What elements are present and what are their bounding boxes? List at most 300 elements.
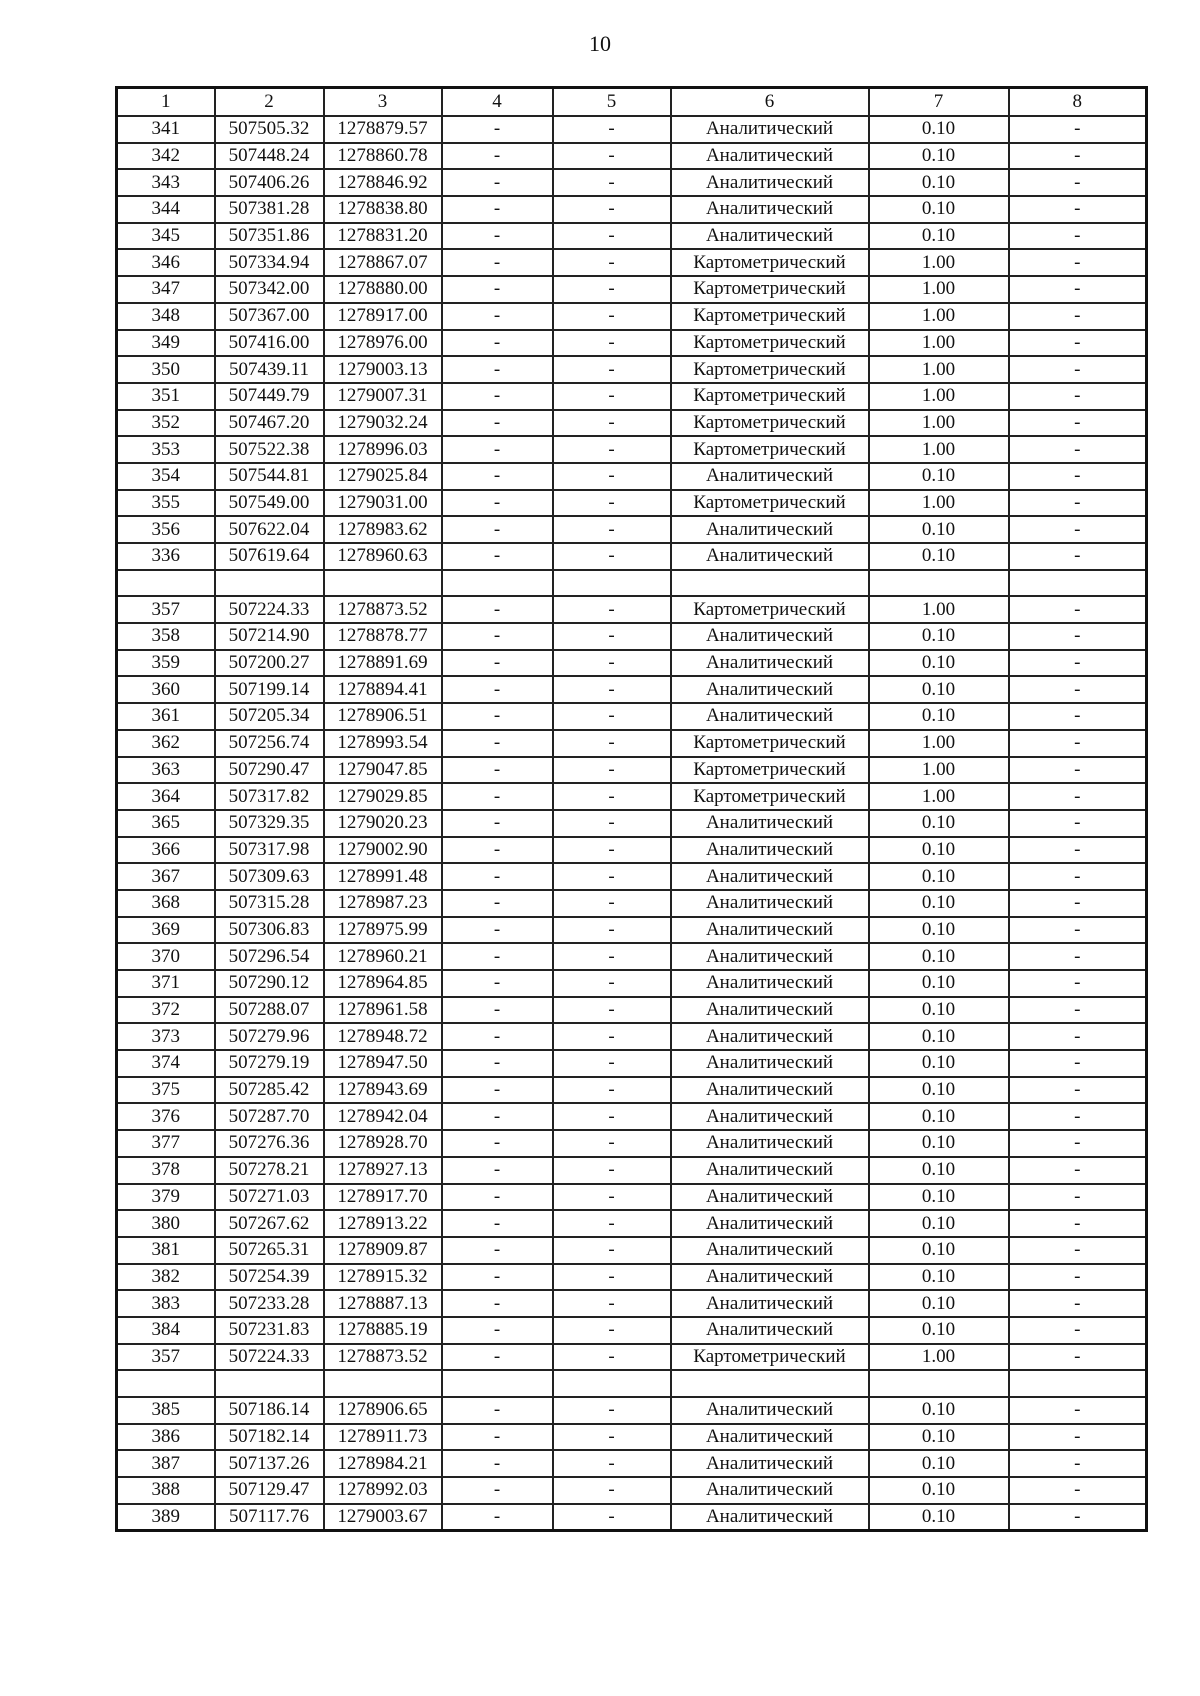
col4-cell: - <box>442 623 553 650</box>
table-row <box>117 970 1147 997</box>
x-coordinate-cell: 507549.00 <box>215 490 324 517</box>
x-coordinate-cell: 507467.20 <box>215 410 324 437</box>
method-cell: Аналитический <box>671 623 869 650</box>
point-number-cell: 344 <box>117 196 215 223</box>
col5-cell: - <box>553 1504 671 1531</box>
point-number-cell: 363 <box>117 757 215 784</box>
point-number-cell: 360 <box>117 676 215 703</box>
accuracy-cell: 1.00 <box>869 757 1009 784</box>
table-row <box>117 730 1147 757</box>
method-cell: Аналитический <box>671 1050 869 1077</box>
accuracy-cell: 0.10 <box>869 1023 1009 1050</box>
x-coordinate-cell: 507351.86 <box>215 223 324 250</box>
col8-cell: - <box>1009 116 1147 143</box>
point-number-cell <box>117 570 215 597</box>
y-coordinate-cell <box>324 570 442 597</box>
table-row <box>117 810 1147 837</box>
table-row <box>117 410 1147 437</box>
y-coordinate-cell: 1278943.69 <box>324 1077 442 1104</box>
method-cell: Аналитический <box>671 1184 869 1211</box>
method-cell: Картометрический <box>671 330 869 357</box>
col5-cell: - <box>553 276 671 303</box>
col4-cell: - <box>442 410 553 437</box>
method-cell: Аналитический <box>671 1477 869 1504</box>
point-number-cell: 373 <box>117 1023 215 1050</box>
x-coordinate-cell: 507186.14 <box>215 1397 324 1424</box>
point-number-cell: 379 <box>117 1184 215 1211</box>
method-cell: Аналитический <box>671 1504 869 1531</box>
col4-cell: - <box>442 116 553 143</box>
col4-cell: - <box>442 330 553 357</box>
accuracy-cell: 0.10 <box>869 1103 1009 1130</box>
accuracy-cell: 0.10 <box>869 1264 1009 1291</box>
point-number-cell: 361 <box>117 703 215 730</box>
col5-cell: - <box>553 1317 671 1344</box>
table-row <box>117 276 1147 303</box>
col5-cell: - <box>553 890 671 917</box>
y-coordinate-cell: 1278880.00 <box>324 276 442 303</box>
col4-cell: - <box>442 1397 553 1424</box>
col5-cell: - <box>553 863 671 890</box>
col5-cell: - <box>553 1023 671 1050</box>
col5-cell: - <box>553 783 671 810</box>
point-number-cell: 362 <box>117 730 215 757</box>
accuracy-cell: 0.10 <box>869 169 1009 196</box>
col4-cell: - <box>442 1264 553 1291</box>
method-cell: Картометрический <box>671 757 869 784</box>
accuracy-cell: 0.10 <box>869 1157 1009 1184</box>
method-cell: Аналитический <box>671 1424 869 1451</box>
method-cell: Картометрический <box>671 276 869 303</box>
y-coordinate-cell: 1278873.52 <box>324 1344 442 1371</box>
col5-cell: - <box>553 703 671 730</box>
table-row <box>117 490 1147 517</box>
col4-cell: - <box>442 1103 553 1130</box>
x-coordinate-cell: 507137.26 <box>215 1450 324 1477</box>
y-coordinate-cell: 1279025.84 <box>324 463 442 490</box>
method-cell <box>671 1370 869 1397</box>
y-coordinate-cell: 1278885.19 <box>324 1317 442 1344</box>
col5-cell: - <box>553 303 671 330</box>
col5-cell: - <box>553 757 671 784</box>
y-coordinate-cell: 1278961.58 <box>324 997 442 1024</box>
point-number-cell: 359 <box>117 650 215 677</box>
table-row <box>117 223 1147 250</box>
point-number-cell: 367 <box>117 863 215 890</box>
col5-cell: - <box>553 1050 671 1077</box>
col8-cell: - <box>1009 330 1147 357</box>
x-coordinate-cell: 507290.47 <box>215 757 324 784</box>
accuracy-cell: 0.10 <box>869 143 1009 170</box>
col8-cell: - <box>1009 1504 1147 1531</box>
x-coordinate-cell: 507267.62 <box>215 1210 324 1237</box>
point-number-cell: 341 <box>117 116 215 143</box>
x-coordinate-cell: 507522.38 <box>215 436 324 463</box>
accuracy-cell: 0.10 <box>869 676 1009 703</box>
point-number-cell: 388 <box>117 1477 215 1504</box>
col8-cell: - <box>1009 997 1147 1024</box>
x-coordinate-cell: 507279.96 <box>215 1023 324 1050</box>
accuracy-cell: 1.00 <box>869 783 1009 810</box>
col8-cell: - <box>1009 917 1147 944</box>
col8-cell: - <box>1009 596 1147 623</box>
col4-cell: - <box>442 1450 553 1477</box>
col4-cell <box>442 1370 553 1397</box>
point-number-cell: 385 <box>117 1397 215 1424</box>
col8-cell: - <box>1009 1157 1147 1184</box>
x-coordinate-cell: 507439.11 <box>215 356 324 383</box>
table-row <box>117 330 1147 357</box>
table-row <box>117 623 1147 650</box>
table-row <box>117 169 1147 196</box>
col5-cell: - <box>553 1477 671 1504</box>
table-row <box>117 1450 1147 1477</box>
x-coordinate-cell: 507224.33 <box>215 1344 324 1371</box>
y-coordinate-cell: 1278960.21 <box>324 943 442 970</box>
col5-cell: - <box>553 1450 671 1477</box>
col8-cell: - <box>1009 1023 1147 1050</box>
y-coordinate-cell: 1278948.72 <box>324 1023 442 1050</box>
method-cell: Аналитический <box>671 543 869 570</box>
col5-cell: - <box>553 837 671 864</box>
method-cell: Аналитический <box>671 650 869 677</box>
accuracy-cell: 0.10 <box>869 943 1009 970</box>
table-row <box>117 757 1147 784</box>
accuracy-cell: 0.10 <box>869 1477 1009 1504</box>
y-coordinate-cell: 1278915.32 <box>324 1264 442 1291</box>
accuracy-cell: 1.00 <box>869 596 1009 623</box>
method-cell: Аналитический <box>671 943 869 970</box>
col5-cell: - <box>553 1210 671 1237</box>
accuracy-cell: 0.10 <box>869 1237 1009 1264</box>
col5-cell: - <box>553 516 671 543</box>
col4-cell: - <box>442 1237 553 1264</box>
col8-cell: - <box>1009 436 1147 463</box>
y-coordinate-cell: 1278984.21 <box>324 1450 442 1477</box>
accuracy-cell: 0.10 <box>869 543 1009 570</box>
method-cell: Аналитический <box>671 1237 869 1264</box>
col4-cell: - <box>442 223 553 250</box>
table-row <box>117 1157 1147 1184</box>
col5-cell: - <box>553 1397 671 1424</box>
y-coordinate-cell: 1278879.57 <box>324 116 442 143</box>
x-coordinate-cell: 507296.54 <box>215 943 324 970</box>
method-cell: Аналитический <box>671 463 869 490</box>
method-cell: Аналитический <box>671 1450 869 1477</box>
col8-cell: - <box>1009 1397 1147 1424</box>
col4-cell: - <box>442 596 553 623</box>
y-coordinate-cell: 1279003.67 <box>324 1504 442 1531</box>
y-coordinate-cell <box>324 1370 442 1397</box>
table-row <box>117 703 1147 730</box>
col4-cell: - <box>442 943 553 970</box>
x-coordinate-cell: 507288.07 <box>215 997 324 1024</box>
col4-cell: - <box>442 783 553 810</box>
col5-cell: - <box>553 543 671 570</box>
point-number-cell: 350 <box>117 356 215 383</box>
header-row <box>117 88 1147 117</box>
method-cell: Аналитический <box>671 169 869 196</box>
table-row <box>117 1210 1147 1237</box>
x-coordinate-cell: 507317.98 <box>215 837 324 864</box>
x-coordinate-cell: 507416.00 <box>215 330 324 357</box>
col4-cell: - <box>442 490 553 517</box>
accuracy-cell: 0.10 <box>869 703 1009 730</box>
table-row <box>117 1077 1147 1104</box>
accuracy-cell: 0.10 <box>869 810 1009 837</box>
point-number-cell: 345 <box>117 223 215 250</box>
col4-cell: - <box>442 730 553 757</box>
y-coordinate-cell: 1278913.22 <box>324 1210 442 1237</box>
table-row <box>117 543 1147 570</box>
point-number-cell: 383 <box>117 1290 215 1317</box>
col5-cell: - <box>553 1290 671 1317</box>
col4-cell: - <box>442 1050 553 1077</box>
point-number-cell: 355 <box>117 490 215 517</box>
accuracy-cell: 0.10 <box>869 837 1009 864</box>
col4-cell <box>442 570 553 597</box>
col8-cell: - <box>1009 143 1147 170</box>
method-cell: Аналитический <box>671 1317 869 1344</box>
col5-cell: - <box>553 169 671 196</box>
x-coordinate-cell: 507129.47 <box>215 1477 324 1504</box>
y-coordinate-cell: 1279020.23 <box>324 810 442 837</box>
table-row <box>117 596 1147 623</box>
x-coordinate-cell: 507381.28 <box>215 196 324 223</box>
col5-cell: - <box>553 436 671 463</box>
col5-cell: - <box>553 330 671 357</box>
method-cell: Аналитический <box>671 116 869 143</box>
point-number-cell: 349 <box>117 330 215 357</box>
point-number-cell: 382 <box>117 1264 215 1291</box>
col4-cell: - <box>442 436 553 463</box>
method-cell: Аналитический <box>671 196 869 223</box>
point-number-cell: 375 <box>117 1077 215 1104</box>
point-number-cell: 352 <box>117 410 215 437</box>
table-row <box>117 890 1147 917</box>
x-coordinate-cell <box>215 1370 324 1397</box>
accuracy-cell: 0.10 <box>869 1077 1009 1104</box>
column-header: 6 <box>671 88 869 117</box>
accuracy-cell: 1.00 <box>869 490 1009 517</box>
method-cell: Аналитический <box>671 1264 869 1291</box>
col8-cell: - <box>1009 383 1147 410</box>
y-coordinate-cell: 1278867.07 <box>324 249 442 276</box>
coordinates-table <box>115 86 1148 1532</box>
point-number-cell: 364 <box>117 783 215 810</box>
method-cell: Аналитический <box>671 1157 869 1184</box>
col8-cell <box>1009 570 1147 597</box>
method-cell: Аналитический <box>671 143 869 170</box>
col8-cell: - <box>1009 1130 1147 1157</box>
col5-cell <box>553 1370 671 1397</box>
method-cell: Аналитический <box>671 1210 869 1237</box>
x-coordinate-cell: 507254.39 <box>215 1264 324 1291</box>
table-row <box>117 249 1147 276</box>
table-row <box>117 676 1147 703</box>
col4-cell: - <box>442 1023 553 1050</box>
table-row <box>117 1264 1147 1291</box>
x-coordinate-cell: 507315.28 <box>215 890 324 917</box>
col5-cell: - <box>553 623 671 650</box>
col5-cell: - <box>553 943 671 970</box>
accuracy-cell: 0.10 <box>869 223 1009 250</box>
x-coordinate-cell: 507449.79 <box>215 383 324 410</box>
col8-cell: - <box>1009 890 1147 917</box>
col4-cell: - <box>442 703 553 730</box>
col5-cell: - <box>553 463 671 490</box>
y-coordinate-cell: 1278909.87 <box>324 1237 442 1264</box>
col4-cell: - <box>442 863 553 890</box>
point-number-cell: 370 <box>117 943 215 970</box>
x-coordinate-cell: 507199.14 <box>215 676 324 703</box>
col8-cell: - <box>1009 1477 1147 1504</box>
col5-cell: - <box>553 410 671 437</box>
method-cell: Аналитический <box>671 1023 869 1050</box>
col8-cell: - <box>1009 863 1147 890</box>
col8-cell: - <box>1009 623 1147 650</box>
point-number-cell: 377 <box>117 1130 215 1157</box>
col5-cell: - <box>553 1264 671 1291</box>
method-cell: Картометрический <box>671 783 869 810</box>
point-number-cell: 366 <box>117 837 215 864</box>
col5-cell: - <box>553 1103 671 1130</box>
accuracy-cell: 0.10 <box>869 1504 1009 1531</box>
accuracy-cell: 0.10 <box>869 1184 1009 1211</box>
y-coordinate-cell: 1278846.92 <box>324 169 442 196</box>
table-row <box>117 1237 1147 1264</box>
col8-cell: - <box>1009 196 1147 223</box>
table-row <box>117 436 1147 463</box>
y-coordinate-cell: 1278976.00 <box>324 330 442 357</box>
col4-cell: - <box>442 917 553 944</box>
col5-cell: - <box>553 223 671 250</box>
col8-cell: - <box>1009 1264 1147 1291</box>
col8-cell: - <box>1009 810 1147 837</box>
table-row <box>117 863 1147 890</box>
col8-cell: - <box>1009 757 1147 784</box>
col5-cell: - <box>553 356 671 383</box>
col4-cell: - <box>442 543 553 570</box>
col8-cell: - <box>1009 276 1147 303</box>
col8-cell <box>1009 1370 1147 1397</box>
x-coordinate-cell: 507448.24 <box>215 143 324 170</box>
x-coordinate-cell: 507309.63 <box>215 863 324 890</box>
col8-cell: - <box>1009 1450 1147 1477</box>
x-coordinate-cell: 507406.26 <box>215 169 324 196</box>
table-row <box>117 356 1147 383</box>
col8-cell: - <box>1009 943 1147 970</box>
x-coordinate-cell: 507271.03 <box>215 1184 324 1211</box>
point-number-cell: 343 <box>117 169 215 196</box>
x-coordinate-cell: 507544.81 <box>215 463 324 490</box>
col5-cell: - <box>553 490 671 517</box>
col8-cell: - <box>1009 676 1147 703</box>
y-coordinate-cell: 1278991.48 <box>324 863 442 890</box>
accuracy-cell: 0.10 <box>869 1210 1009 1237</box>
accuracy-cell: 1.00 <box>869 330 1009 357</box>
col8-cell: - <box>1009 1050 1147 1077</box>
y-coordinate-cell: 1278942.04 <box>324 1103 442 1130</box>
x-coordinate-cell: 507619.64 <box>215 543 324 570</box>
point-number-cell: 389 <box>117 1504 215 1531</box>
method-cell: Аналитический <box>671 516 869 543</box>
x-coordinate-cell: 507233.28 <box>215 1290 324 1317</box>
accuracy-cell: 0.10 <box>869 1397 1009 1424</box>
y-coordinate-cell: 1278992.03 <box>324 1477 442 1504</box>
method-cell: Аналитический <box>671 997 869 1024</box>
point-number-cell <box>117 1370 215 1397</box>
accuracy-cell <box>869 570 1009 597</box>
table-row <box>117 650 1147 677</box>
accuracy-cell: 1.00 <box>869 303 1009 330</box>
x-coordinate-cell: 507290.12 <box>215 970 324 997</box>
col4-cell: - <box>442 1290 553 1317</box>
point-number-cell: 374 <box>117 1050 215 1077</box>
column-header: 4 <box>442 88 553 117</box>
col4-cell: - <box>442 249 553 276</box>
col8-cell: - <box>1009 490 1147 517</box>
col8-cell: - <box>1009 223 1147 250</box>
column-header: 8 <box>1009 88 1147 117</box>
accuracy-cell: 0.10 <box>869 516 1009 543</box>
col8-cell: - <box>1009 1237 1147 1264</box>
y-coordinate-cell: 1278928.70 <box>324 1130 442 1157</box>
point-number-cell: 380 <box>117 1210 215 1237</box>
col8-cell: - <box>1009 463 1147 490</box>
y-coordinate-cell: 1279029.85 <box>324 783 442 810</box>
method-cell: Картометрический <box>671 490 869 517</box>
point-number-cell: 384 <box>117 1317 215 1344</box>
accuracy-cell: 0.10 <box>869 1130 1009 1157</box>
col4-cell: - <box>442 890 553 917</box>
x-coordinate-cell: 507342.00 <box>215 276 324 303</box>
method-cell: Аналитический <box>671 1077 869 1104</box>
table-row <box>117 570 1147 597</box>
method-cell: Аналитический <box>671 890 869 917</box>
y-coordinate-cell: 1279031.00 <box>324 490 442 517</box>
point-number-cell: 369 <box>117 917 215 944</box>
x-coordinate-cell: 507334.94 <box>215 249 324 276</box>
col8-cell: - <box>1009 1184 1147 1211</box>
col4-cell: - <box>442 1157 553 1184</box>
col5-cell: - <box>553 249 671 276</box>
table-row <box>117 1050 1147 1077</box>
page-number: 10 <box>589 31 611 56</box>
table-row <box>117 116 1147 143</box>
column-header: 2 <box>215 88 324 117</box>
y-coordinate-cell: 1278996.03 <box>324 436 442 463</box>
col8-cell: - <box>1009 650 1147 677</box>
accuracy-cell: 1.00 <box>869 1344 1009 1371</box>
table-row <box>117 1103 1147 1130</box>
method-cell: Аналитический <box>671 863 869 890</box>
accuracy-cell: 0.10 <box>869 1050 1009 1077</box>
col4-cell: - <box>442 356 553 383</box>
y-coordinate-cell: 1278891.69 <box>324 650 442 677</box>
col4-cell: - <box>442 1077 553 1104</box>
x-coordinate-cell: 507276.36 <box>215 1130 324 1157</box>
col8-cell: - <box>1009 1210 1147 1237</box>
method-cell: Картометрический <box>671 410 869 437</box>
point-number-cell: 372 <box>117 997 215 1024</box>
point-number-cell: 386 <box>117 1424 215 1451</box>
col4-cell: - <box>442 997 553 1024</box>
x-coordinate-cell: 507256.74 <box>215 730 324 757</box>
y-coordinate-cell: 1278964.85 <box>324 970 442 997</box>
accuracy-cell <box>869 1370 1009 1397</box>
x-coordinate-cell: 507278.21 <box>215 1157 324 1184</box>
